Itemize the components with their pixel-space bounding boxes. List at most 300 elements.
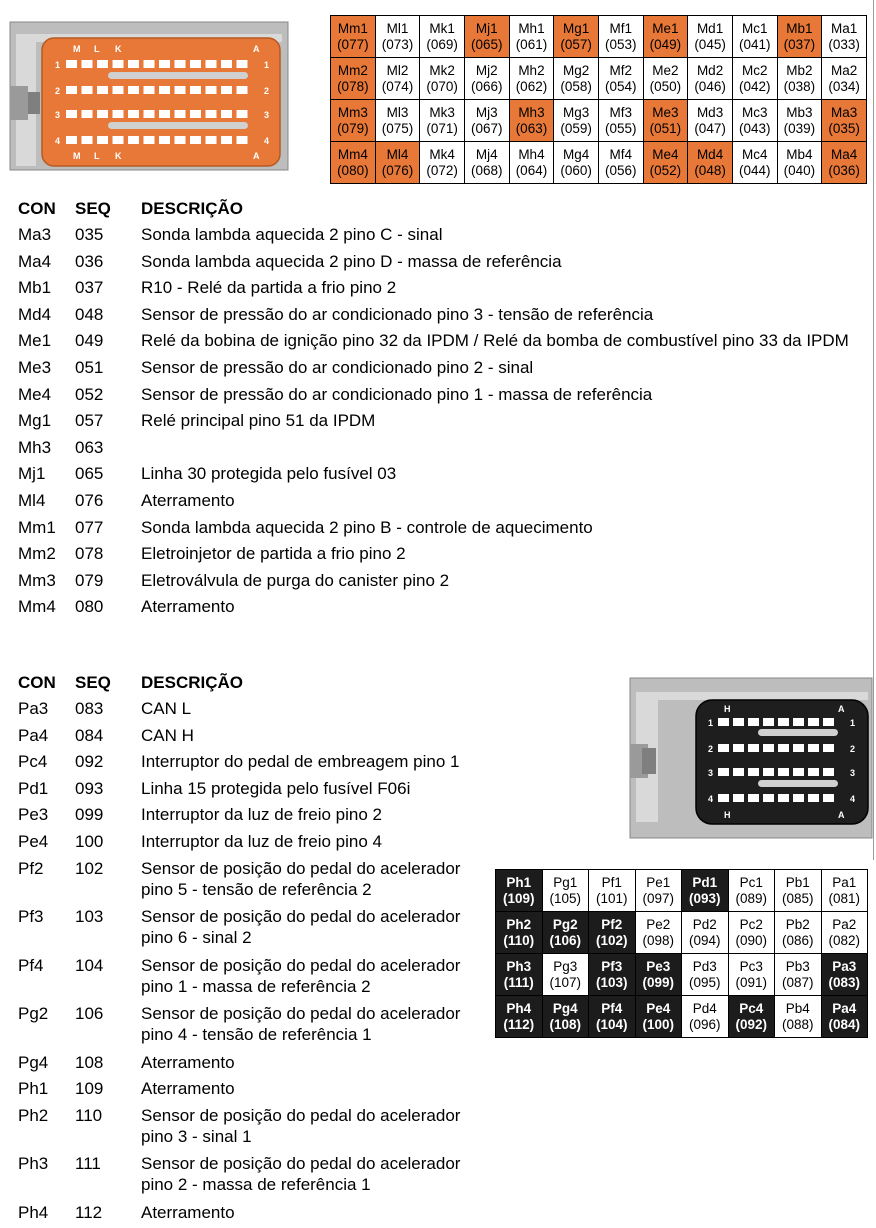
- pin-code: Pd3: [692, 958, 717, 974]
- pin-con: Ml4: [18, 490, 46, 510]
- pin-cell: [635, 954, 682, 996]
- pin-code: Mc4: [741, 146, 768, 162]
- pin-row: [18, 1153, 873, 1202]
- pin-row: [18, 437, 873, 464]
- row-number: 1: [55, 60, 61, 70]
- pin-seq: (043): [738, 120, 771, 136]
- cavity-letter: M: [73, 44, 81, 54]
- pin-seq-number: 048: [75, 304, 104, 324]
- pin-description: R10 - Relé da partida a frio pino 2: [141, 278, 397, 298]
- pin-code: Md3: [696, 104, 724, 120]
- pin-cavity: [175, 60, 186, 68]
- pin-cavity: [808, 794, 819, 802]
- pin-seq: (109): [502, 890, 535, 906]
- pin-cell: [822, 16, 867, 58]
- pin-seq-number: 035: [75, 225, 104, 244]
- pin-cavity: [733, 768, 744, 776]
- pin-cavity: [66, 136, 77, 144]
- header-desc: DESCRIÇÃO: [141, 673, 244, 692]
- pin-code: Ma2: [830, 62, 858, 78]
- pin-code: Mk1: [429, 20, 455, 36]
- pin-cell: [509, 16, 554, 58]
- pin-con: Mh3: [18, 437, 52, 457]
- pin-seq: (045): [694, 36, 726, 52]
- pin-cell: [732, 16, 777, 58]
- pin-code: Mf4: [609, 146, 633, 162]
- pin-con: Mm4: [18, 597, 56, 617]
- pin-grid-row: [496, 912, 868, 954]
- pin-code: Mc2: [741, 62, 768, 78]
- pin-cell: [331, 58, 376, 100]
- pin-code: Pg4: [552, 1000, 578, 1016]
- pin-row: [18, 490, 873, 517]
- pin-cavity: [823, 718, 834, 726]
- pin-cavity: [175, 86, 186, 94]
- row-number: 3: [850, 768, 856, 778]
- pin-cavity: [66, 60, 77, 68]
- header-seq: SEQ: [75, 673, 111, 692]
- pin-cavity: [159, 86, 170, 94]
- pin-cavity: [144, 60, 155, 68]
- cavity-letter: A: [838, 704, 845, 714]
- pin-cell: [420, 142, 465, 184]
- pin-cavity: [82, 86, 93, 94]
- pin-cell: [643, 58, 688, 100]
- pin-seq: (034): [828, 78, 860, 94]
- pin-seq: (094): [688, 932, 721, 948]
- pin-cavity: [221, 110, 232, 118]
- pin-cavity: [144, 110, 155, 118]
- pin-con: Pa3: [18, 699, 49, 718]
- pin-code: Pg3: [553, 958, 578, 974]
- row-number: 1: [850, 718, 856, 728]
- pin-cavity: [66, 86, 77, 94]
- pin-code: Pb3: [785, 958, 810, 974]
- pin-seq: (042): [738, 78, 771, 94]
- pin-seq: (048): [694, 162, 726, 178]
- pin-cavity: [66, 110, 77, 118]
- key-bar: [758, 729, 838, 736]
- pin-code: Mc3: [741, 104, 768, 120]
- pin-row: [18, 1078, 873, 1105]
- row-number: 2: [850, 744, 856, 754]
- connector-m-pin-list: [18, 198, 873, 623]
- pin-code: Mh4: [518, 146, 545, 162]
- pin-cell: [777, 100, 822, 142]
- pin-cell: [777, 16, 822, 58]
- pin-seq: (107): [549, 974, 581, 990]
- pin-description: Interruptor do pedal de embreagem pino 1: [141, 752, 460, 772]
- pin-code: Pa3: [832, 958, 857, 974]
- row-number: 2: [55, 86, 61, 96]
- pin-cell: [728, 870, 775, 912]
- pin-row: [18, 384, 873, 411]
- pin-code: Pe3: [646, 958, 671, 974]
- pin-code: Mk4: [429, 146, 455, 162]
- pin-code: Pf1: [601, 874, 622, 890]
- pin-grid-row: [496, 996, 868, 1038]
- pin-seq: (055): [605, 120, 637, 136]
- pin-seq-number: 077: [75, 517, 104, 537]
- header-con: CON: [18, 673, 56, 692]
- pin-code: Md1: [696, 20, 724, 36]
- pin-description: Linha 30 protegida pelo fusível 03: [141, 464, 397, 484]
- pin-con: Pe3: [18, 805, 49, 825]
- pin-row: [18, 1202, 873, 1228]
- pin-seq: (084): [828, 1016, 860, 1032]
- pin-code: Mb4: [786, 146, 813, 162]
- pin-cavity: [748, 794, 759, 802]
- pin-cavity: [97, 136, 108, 144]
- pin-seq: (062): [515, 78, 548, 94]
- pin-description: CAN L: [141, 699, 192, 718]
- pin-seq: (112): [503, 1016, 535, 1032]
- pin-code: Mj1: [475, 20, 498, 36]
- pin-seq-number: 057: [75, 411, 104, 431]
- pin-cell: [542, 870, 589, 912]
- pin-cavity: [97, 60, 108, 68]
- pin-con: Ma4: [18, 251, 52, 271]
- pin-con: Pf4: [18, 955, 44, 975]
- list-header: [18, 198, 873, 224]
- cavity-letter: H: [724, 704, 731, 714]
- pin-seq: (083): [828, 974, 860, 990]
- pin-seq: (058): [560, 78, 592, 94]
- key-bar: [108, 72, 248, 79]
- pin-cell: [822, 58, 867, 100]
- pin-code: Mc1: [741, 20, 768, 36]
- pin-con: Pa4: [18, 725, 49, 745]
- pin-cell: [554, 58, 599, 100]
- pin-cavity: [763, 718, 774, 726]
- pin-code: Ml1: [386, 20, 409, 36]
- pin-description: Eletroinjetor de partida a frio pino 2: [141, 544, 406, 564]
- pin-code: Pb2: [785, 916, 810, 932]
- key-bar: [758, 780, 838, 787]
- pin-cell: [375, 16, 420, 58]
- pin-seq-number: 110: [75, 1105, 103, 1125]
- pin-code: Pe1: [646, 874, 671, 890]
- cavity-letter: A: [838, 810, 845, 820]
- pin-seq-number: 037: [75, 278, 104, 298]
- pin-row: [18, 357, 873, 384]
- pin-cell: [331, 16, 376, 58]
- connector-p-drawing: [628, 676, 874, 840]
- pin-seq-number: 103: [75, 907, 104, 927]
- pin-cavity: [82, 60, 93, 68]
- pin-cavity: [823, 794, 834, 802]
- pin-code: Mh1: [518, 20, 545, 36]
- connector-m-svg: [8, 14, 290, 172]
- cavity-letter: A: [253, 44, 260, 54]
- pin-cell: [822, 100, 867, 142]
- pin-seq: (091): [735, 974, 767, 990]
- pin-con: Pf3: [18, 907, 44, 927]
- pin-cell: [496, 870, 543, 912]
- pin-cell: [542, 912, 589, 954]
- pin-row: [18, 277, 873, 304]
- pin-description: Aterramento: [141, 1052, 235, 1072]
- pin-seq: (080): [337, 162, 369, 178]
- cavity-letter: K: [115, 44, 122, 54]
- pin-cell: [496, 912, 543, 954]
- pin-code: Mb2: [786, 62, 813, 78]
- pin-cavity: [206, 86, 217, 94]
- pin-cell: [509, 142, 554, 184]
- pin-code: Pg1: [553, 874, 578, 890]
- pin-description: Sonda lambda aquecida 2 pino C - sinal: [141, 225, 443, 244]
- pin-seq: (067): [471, 120, 503, 136]
- pin-cavity: [778, 768, 789, 776]
- pin-cavity: [793, 744, 804, 752]
- pin-cavity: [793, 794, 804, 802]
- pin-cavity: [190, 136, 201, 144]
- pin-cell: [331, 100, 376, 142]
- pin-cell: [688, 58, 733, 100]
- pin-seq: (068): [471, 162, 503, 178]
- header-con: CON: [18, 199, 56, 218]
- pin-code: Mh2: [518, 62, 545, 78]
- pin-seq: (066): [471, 78, 503, 94]
- pin-description: Aterramento: [141, 1202, 235, 1222]
- pin-code: Pd1: [692, 874, 718, 890]
- pin-seq: (040): [783, 162, 816, 178]
- pin-seq-number: 106: [75, 1004, 104, 1024]
- pin-seq: (088): [781, 1016, 814, 1032]
- pin-code: Ph3: [506, 958, 532, 974]
- pin-con: Mm2: [18, 544, 56, 564]
- pin-cavity: [159, 60, 170, 68]
- pin-cavity: [763, 768, 774, 776]
- pin-seq: (060): [560, 162, 592, 178]
- pin-cavity: [237, 60, 248, 68]
- pin-cavity: [113, 86, 124, 94]
- pin-cavity: [113, 110, 124, 118]
- pin-cell: [822, 142, 867, 184]
- pin-cavity: [190, 86, 201, 94]
- pin-seq: (075): [381, 120, 414, 136]
- pin-code: Me2: [652, 62, 679, 78]
- pin-seq: (059): [560, 120, 592, 136]
- row-number: 2: [264, 86, 270, 96]
- pin-cavity: [237, 136, 248, 144]
- pin-seq-number: 049: [75, 331, 104, 351]
- pin-seq: (111): [503, 974, 534, 990]
- pin-cell: [775, 912, 822, 954]
- pin-row: [18, 304, 873, 331]
- pin-seq: (078): [337, 78, 369, 94]
- pin-con: Me4: [18, 384, 52, 404]
- pin-seq: (036): [828, 162, 860, 178]
- pin-con: Pd1: [18, 778, 49, 798]
- pin-cavity: [237, 86, 248, 94]
- pin-cavity: [128, 60, 139, 68]
- pin-row: [18, 1105, 873, 1154]
- pin-seq: (041): [738, 36, 771, 52]
- pin-con: Mg1: [18, 411, 52, 431]
- pin-cavity: [733, 744, 744, 752]
- pin-cavity: [159, 136, 170, 144]
- pin-cell: [821, 996, 868, 1038]
- pin-description: Sensor de posição do pedal do acelerador pino 4 - tensão de referência 1: [141, 1004, 461, 1045]
- pin-cavity: [221, 86, 232, 94]
- pin-cell: [635, 912, 682, 954]
- pin-cell: [682, 954, 729, 996]
- pin-seq-number: 100: [75, 831, 104, 851]
- pin-seq-number: 102: [75, 858, 104, 878]
- pin-cavity: [128, 136, 139, 144]
- pin-con: Ph4: [18, 1202, 49, 1222]
- pin-seq: (073): [381, 36, 414, 52]
- pin-description: Sensor de posição do pedal do acelerador pino 5 - tensão de referência 2: [141, 858, 461, 899]
- pin-description: Interruptor da luz de freio pino 4: [141, 831, 382, 851]
- pin-row: [18, 543, 873, 570]
- pin-code: Pf3: [601, 958, 623, 974]
- header-desc: DESCRIÇÃO: [141, 199, 244, 218]
- pin-seq-number: 051: [75, 357, 104, 377]
- pin-code: Me4: [652, 146, 679, 162]
- row-number: 4: [708, 794, 714, 804]
- pin-cavity: [778, 744, 789, 752]
- pin-cell: [598, 16, 643, 58]
- pin-code: Me3: [652, 104, 679, 120]
- pin-cell: [509, 58, 554, 100]
- pin-description: CAN H: [141, 725, 194, 745]
- pin-seq: (105): [549, 890, 581, 906]
- pin-cavity: [97, 86, 108, 94]
- pin-description: Sensor de posição do pedal do acelerador pino 3 - sinal 1: [141, 1105, 461, 1146]
- pin-cell: [728, 996, 775, 1038]
- pin-cell: [542, 996, 589, 1038]
- pin-cavity: [144, 86, 155, 94]
- pin-seq-number: 112: [75, 1202, 103, 1222]
- pin-seq: (110): [503, 932, 535, 948]
- pin-cell: [554, 100, 599, 142]
- pin-seq: (089): [735, 890, 767, 906]
- pin-cell: [728, 912, 775, 954]
- pin-grid-row: [331, 58, 867, 100]
- pin-description: Sensor de posição do pedal do acelerador pino 6 - sinal 2: [141, 907, 461, 948]
- row-number: 3: [55, 110, 61, 120]
- pin-cell: [821, 870, 868, 912]
- pin-cavity: [82, 136, 93, 144]
- pin-code: Ma4: [830, 146, 858, 162]
- pin-code: Mm3: [337, 104, 368, 120]
- pin-code: Md2: [696, 62, 724, 78]
- pin-seq: (063): [515, 120, 548, 136]
- pin-row: [18, 596, 873, 623]
- pin-cavity: [113, 60, 124, 68]
- pin-code: Mj3: [475, 104, 498, 120]
- pin-code: Mj2: [475, 62, 498, 78]
- pin-seq: (051): [649, 120, 682, 136]
- pin-code: Pg2: [552, 916, 578, 932]
- pin-seq-number: 104: [75, 955, 104, 975]
- cavity-letter: K: [115, 151, 122, 161]
- pin-cavity: [128, 110, 139, 118]
- pin-code: Pc3: [739, 958, 763, 974]
- pin-cavity: [206, 110, 217, 118]
- pin-cell: [682, 870, 729, 912]
- pin-cell: [775, 954, 822, 996]
- pin-cavity: [808, 718, 819, 726]
- pin-seq-number: 108: [75, 1052, 104, 1072]
- pin-con: Ph2: [18, 1105, 49, 1125]
- pin-seq: (097): [642, 890, 674, 906]
- pin-seq: (072): [426, 162, 458, 178]
- pin-cell: [635, 870, 682, 912]
- pin-description: Sonda lambda aquecida 2 pino B - controle de aquecimento: [141, 517, 593, 537]
- connector-p-pin-grid: [495, 869, 868, 1038]
- pin-description: Relé da bobina de ignição pino 32 da IPDM / Relé da bomba de combustível pino 33 da IPDM: [141, 331, 849, 351]
- pin-cavity: [206, 60, 217, 68]
- pin-description: Aterramento: [141, 1079, 235, 1099]
- pin-cavity: [97, 110, 108, 118]
- row-number: 3: [708, 768, 714, 778]
- pin-code: Pb4: [785, 1000, 810, 1016]
- pin-code: Ml2: [386, 62, 409, 78]
- pin-cavity: [793, 768, 804, 776]
- pin-code: Ma1: [830, 20, 858, 36]
- pin-seq: (064): [515, 162, 548, 178]
- pin-con: Mm3: [18, 570, 56, 590]
- pin-cell: [777, 142, 822, 184]
- pin-con: Pf2: [18, 858, 44, 878]
- row-number: 4: [55, 136, 61, 146]
- pin-cavity: [808, 768, 819, 776]
- pin-code: Mg1: [562, 20, 590, 36]
- pin-seq: (037): [783, 36, 816, 52]
- pin-seq: (049): [649, 36, 682, 52]
- pin-cell: [775, 996, 822, 1038]
- pin-seq: (069): [426, 36, 458, 52]
- pin-cell: [732, 100, 777, 142]
- pin-seq: (096): [688, 1016, 721, 1032]
- pin-seq: (100): [642, 1016, 674, 1032]
- pin-seq: (039): [783, 120, 816, 136]
- pin-cavity: [778, 794, 789, 802]
- pin-code: Pb1: [785, 874, 810, 890]
- pin-cell: [732, 58, 777, 100]
- pin-cell: [375, 100, 420, 142]
- pin-code: Mf2: [609, 62, 633, 78]
- pin-seq-number: 079: [75, 570, 104, 590]
- cavity-letter: M: [73, 151, 81, 161]
- pin-con: Mj1: [18, 464, 46, 484]
- pin-code: Mk3: [429, 104, 455, 120]
- pin-cell: [554, 142, 599, 184]
- pin-cell: [589, 912, 636, 954]
- pin-cell: [682, 996, 729, 1038]
- connector-p-svg: [628, 676, 874, 840]
- pin-seq-number: 052: [75, 384, 104, 404]
- pin-cell: [542, 954, 589, 996]
- pin-cell: [375, 142, 420, 184]
- pin-grid-row: [331, 16, 867, 58]
- pin-seq-number: 076: [75, 490, 104, 510]
- pin-seq: (085): [781, 890, 814, 906]
- pin-seq-number: 065: [75, 464, 104, 484]
- pin-cell: [728, 954, 775, 996]
- pin-seq-number: 083: [75, 699, 104, 718]
- pin-row: [18, 463, 873, 490]
- pin-con: Ph3: [18, 1154, 49, 1174]
- pin-row: [18, 570, 873, 597]
- pin-code: Mg2: [562, 62, 590, 78]
- pin-row: [18, 251, 873, 278]
- pin-con: Me1: [18, 331, 52, 351]
- pin-cavity: [748, 768, 759, 776]
